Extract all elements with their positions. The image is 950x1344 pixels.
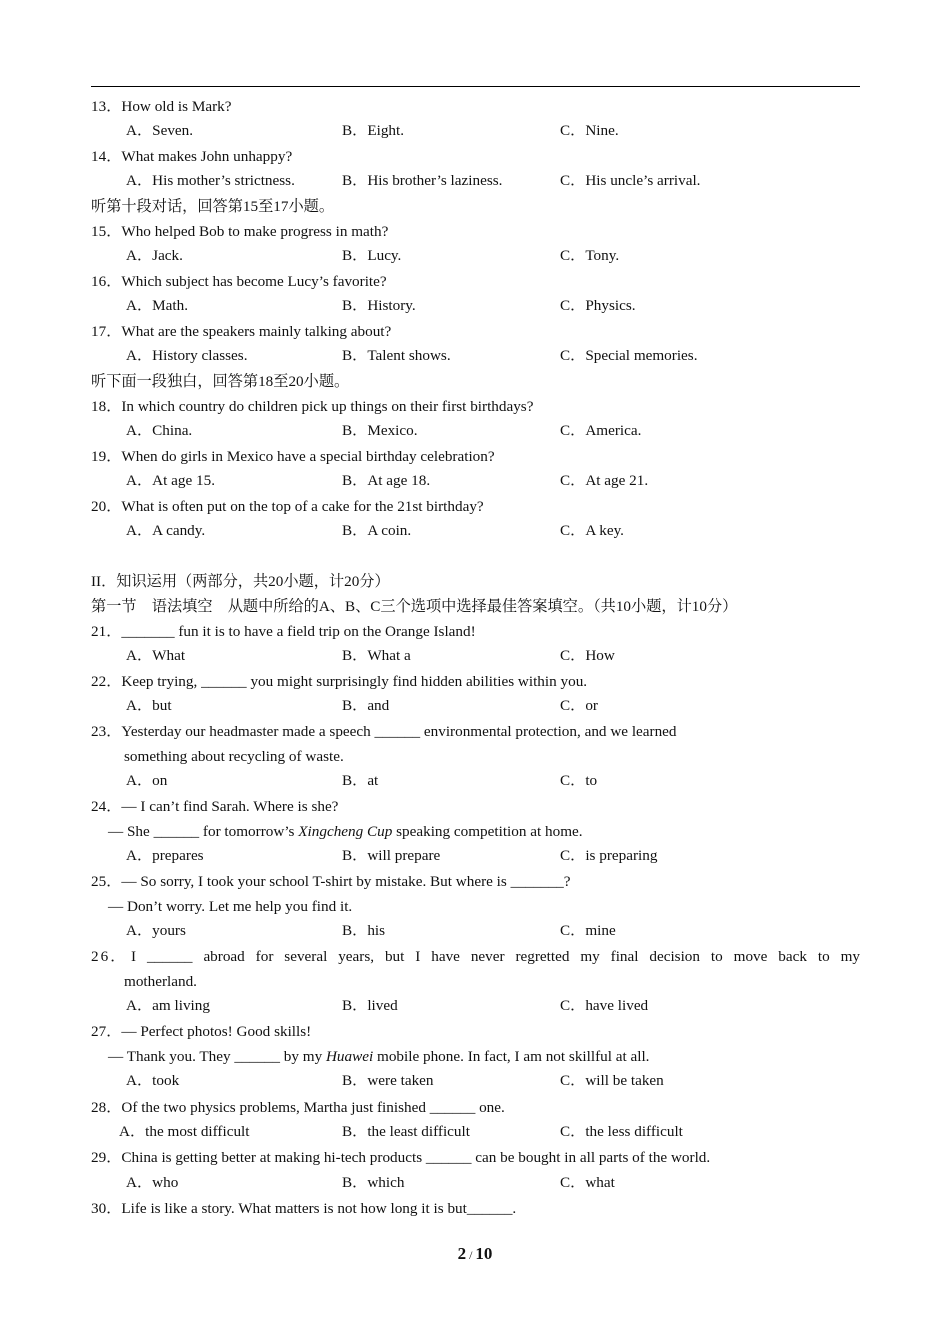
- option-b: B．His brother’s laziness.: [342, 172, 503, 189]
- blank-line: [91, 544, 860, 569]
- dialogue-text: speaking competition at home.: [392, 823, 583, 840]
- options-20: [91, 519, 860, 544]
- current-page: 2: [457, 1244, 467, 1263]
- question-13: [91, 94, 860, 119]
- question-17: [91, 319, 860, 344]
- question-number: 16．: [91, 273, 122, 290]
- question-23: [91, 719, 860, 744]
- options-27: [91, 1069, 860, 1095]
- option-b: B．Talent shows.: [342, 347, 451, 364]
- question-stem: Life is like a story. What matters is not how long it is but______.: [121, 1200, 517, 1217]
- option-c: C．Tony.: [560, 247, 620, 264]
- question-stem: Of the two physics problems, Martha just finished ______ one.: [121, 1099, 505, 1116]
- option-b: B．lived: [342, 997, 398, 1014]
- option-c: C．will be taken: [560, 1072, 664, 1089]
- option-b: B．History.: [342, 297, 416, 314]
- option-a: A．History classes.: [126, 347, 248, 364]
- option-c: C．the less difficult: [560, 1123, 683, 1140]
- question-27: [91, 1019, 860, 1044]
- question-stem: What makes John unhappy?: [121, 148, 293, 165]
- question-number: 27．: [91, 1023, 122, 1040]
- question-26: [91, 944, 860, 969]
- question-number: 26．: [91, 948, 128, 965]
- option-c: C．mine: [560, 922, 616, 939]
- options-17: [91, 344, 860, 369]
- instruction-monologue: 听下面一段独白，回答第18至20小题。: [91, 373, 350, 390]
- option-a: A．the most difficult: [119, 1123, 250, 1140]
- question-number: 17．: [91, 323, 122, 340]
- option-a: A．prepares: [126, 847, 204, 864]
- option-a: A．but: [126, 697, 172, 714]
- question-stem: What is often put on the top of a cake for the 21st birthday?: [121, 498, 484, 515]
- option-a: A．China.: [126, 422, 193, 439]
- option-a: A．am living: [126, 997, 210, 1014]
- option-c: C．How: [560, 647, 615, 664]
- question-number: 24．: [91, 798, 122, 815]
- question-number: 25．: [91, 873, 122, 890]
- question-stem: Which subject has become Lucy’s favorite?: [121, 273, 387, 290]
- section-subtitle: 第一节 语法填空 从题中所给的A、B、C三个选项中选择最佳答案填空。（共10小题，计10分）: [91, 598, 738, 615]
- question-stem: How old is Mark?: [121, 98, 232, 115]
- brand-name: Huawei: [325, 1048, 374, 1065]
- option-c: C．His uncle’s arrival.: [560, 172, 701, 189]
- question-stem: In which country do children pick up things on their first birthdays?: [121, 398, 534, 415]
- question-14: [91, 144, 860, 169]
- question-15: [91, 219, 860, 244]
- section-title: II．知识运用（两部分，共20小题，计20分）: [91, 573, 390, 590]
- option-a: A．At age 15.: [126, 472, 215, 489]
- question-stem: What are the speakers mainly talking about?: [121, 323, 392, 340]
- dialogue-line-1: — Perfect photos! Good skills!: [121, 1023, 312, 1040]
- option-c: C．to: [560, 772, 598, 789]
- question-number: 18．: [91, 398, 122, 415]
- option-a: A．What: [126, 647, 186, 664]
- option-a: A．Jack.: [126, 247, 183, 264]
- options-23: [91, 769, 860, 794]
- dialogue-line-1: — I can’t find Sarah. Where is she?: [121, 798, 339, 815]
- question-30: [91, 1196, 860, 1221]
- option-c: C．Special memories.: [560, 347, 698, 364]
- question-stem: Keep trying, ______ you might surprisingly find hidden abilities within you.: [121, 673, 588, 690]
- question-number: 28．: [91, 1099, 122, 1116]
- options-29: [91, 1171, 860, 1196]
- question-23-continued: something about recycling of waste.: [124, 748, 344, 765]
- page-separator: /: [469, 1248, 473, 1262]
- dialogue-text: — Thank you. They ______ by my: [108, 1048, 326, 1065]
- option-a: A．Seven.: [126, 122, 194, 139]
- option-c: C．or: [560, 697, 598, 714]
- question-29: [91, 1145, 860, 1171]
- dialogue-text: — She ______ for tomorrow’s: [108, 823, 299, 840]
- option-b: B．Mexico.: [342, 422, 418, 439]
- option-b: B．were taken: [342, 1072, 434, 1089]
- question-16: [91, 269, 860, 294]
- question-number: 22．: [91, 673, 122, 690]
- page-number: [0, 1242, 950, 1267]
- question-25: [91, 869, 860, 894]
- option-b: B．Lucy.: [342, 247, 402, 264]
- dialogue-line-2: — Don’t worry. Let me help you find it.: [108, 898, 353, 915]
- question-stem: I ______ abroad for several years, but I have never regretted my final decision to move back to my: [131, 948, 860, 965]
- dialogue-line-1: — So sorry, I took your school T-shirt by mistake. But where is _______?: [121, 873, 571, 890]
- question-stem: Who helped Bob to make progress in math?: [121, 223, 389, 240]
- question-22: [91, 669, 860, 694]
- option-a: A．took: [126, 1072, 180, 1089]
- dialogue-line-2: [91, 1044, 860, 1069]
- competition-name: Xingcheng Cup: [298, 823, 393, 840]
- question-19: [91, 444, 860, 469]
- question-number: 19．: [91, 448, 122, 465]
- option-c: C．America.: [560, 422, 642, 439]
- question-number: 29．: [91, 1149, 122, 1166]
- option-c: C．Nine.: [560, 122, 619, 139]
- option-b: B．What a: [342, 647, 411, 664]
- header-rule: [91, 86, 860, 87]
- dialogue-line-2: [91, 819, 860, 844]
- question-stem: China is getting better at making hi-tech products ______ can be bought in all parts of the world.: [121, 1149, 711, 1166]
- instruction-dialogue-10: 听第十段对话，回答第15至17小题。: [91, 198, 334, 215]
- option-c: C．have lived: [560, 997, 649, 1014]
- option-c: C．At age 21.: [560, 472, 649, 489]
- option-b: B．A coin.: [342, 522, 412, 539]
- question-stem: When do girls in Mexico have a special birthday celebration?: [121, 448, 495, 465]
- option-b: B．which: [342, 1174, 405, 1191]
- options-14: [91, 169, 860, 194]
- question-number: 14．: [91, 148, 122, 165]
- options-22: [91, 694, 860, 719]
- options-21: [91, 644, 860, 669]
- question-number: 13．: [91, 98, 122, 115]
- dialogue-text: mobile phone. In fact, I am not skillful at all.: [373, 1048, 650, 1065]
- option-a: A．Math.: [126, 297, 189, 314]
- option-c: C．Physics.: [560, 297, 636, 314]
- options-18: [91, 419, 860, 444]
- options-15: [91, 244, 860, 269]
- question-number: 30．: [91, 1200, 122, 1217]
- exam-content: [91, 94, 860, 1221]
- option-b: B．will prepare: [342, 847, 441, 864]
- option-c: C．what: [560, 1174, 615, 1191]
- options-25: [91, 919, 860, 944]
- question-20: [91, 494, 860, 519]
- options-28: [91, 1120, 860, 1145]
- question-18: [91, 394, 860, 419]
- option-a: A．who: [126, 1174, 179, 1191]
- question-number: 23．: [91, 723, 122, 740]
- option-b: B．Eight.: [342, 122, 405, 139]
- options-16: [91, 294, 860, 319]
- question-26-continued: motherland.: [124, 973, 197, 990]
- option-a: A．on: [126, 772, 168, 789]
- question-stem: Yesterday our headmaster made a speech ______ environmental protection, and we learned: [121, 723, 677, 740]
- option-c: C．A key.: [560, 522, 624, 539]
- question-21: [91, 619, 860, 644]
- option-b: B．at: [342, 772, 379, 789]
- options-13: [91, 119, 860, 144]
- total-pages: 10: [475, 1244, 493, 1263]
- option-b: B．At age 18.: [342, 472, 431, 489]
- option-a: A．His mother’s strictness.: [126, 172, 295, 189]
- question-number: 21．: [91, 623, 122, 640]
- option-a: A．yours: [126, 922, 186, 939]
- question-28: [91, 1095, 860, 1120]
- options-24: [91, 844, 860, 869]
- options-19: [91, 469, 860, 494]
- question-stem: _______ fun it is to have a field trip on the Orange Island!: [121, 623, 476, 640]
- question-24: [91, 794, 860, 819]
- option-b: B．and: [342, 697, 390, 714]
- options-26: [91, 994, 860, 1019]
- question-number: 15．: [91, 223, 122, 240]
- question-number: 20．: [91, 498, 122, 515]
- option-b: B．the least difficult: [342, 1123, 470, 1140]
- option-b: B．his: [342, 922, 386, 939]
- option-a: A．A candy.: [126, 522, 206, 539]
- option-c: C．is preparing: [560, 847, 658, 864]
